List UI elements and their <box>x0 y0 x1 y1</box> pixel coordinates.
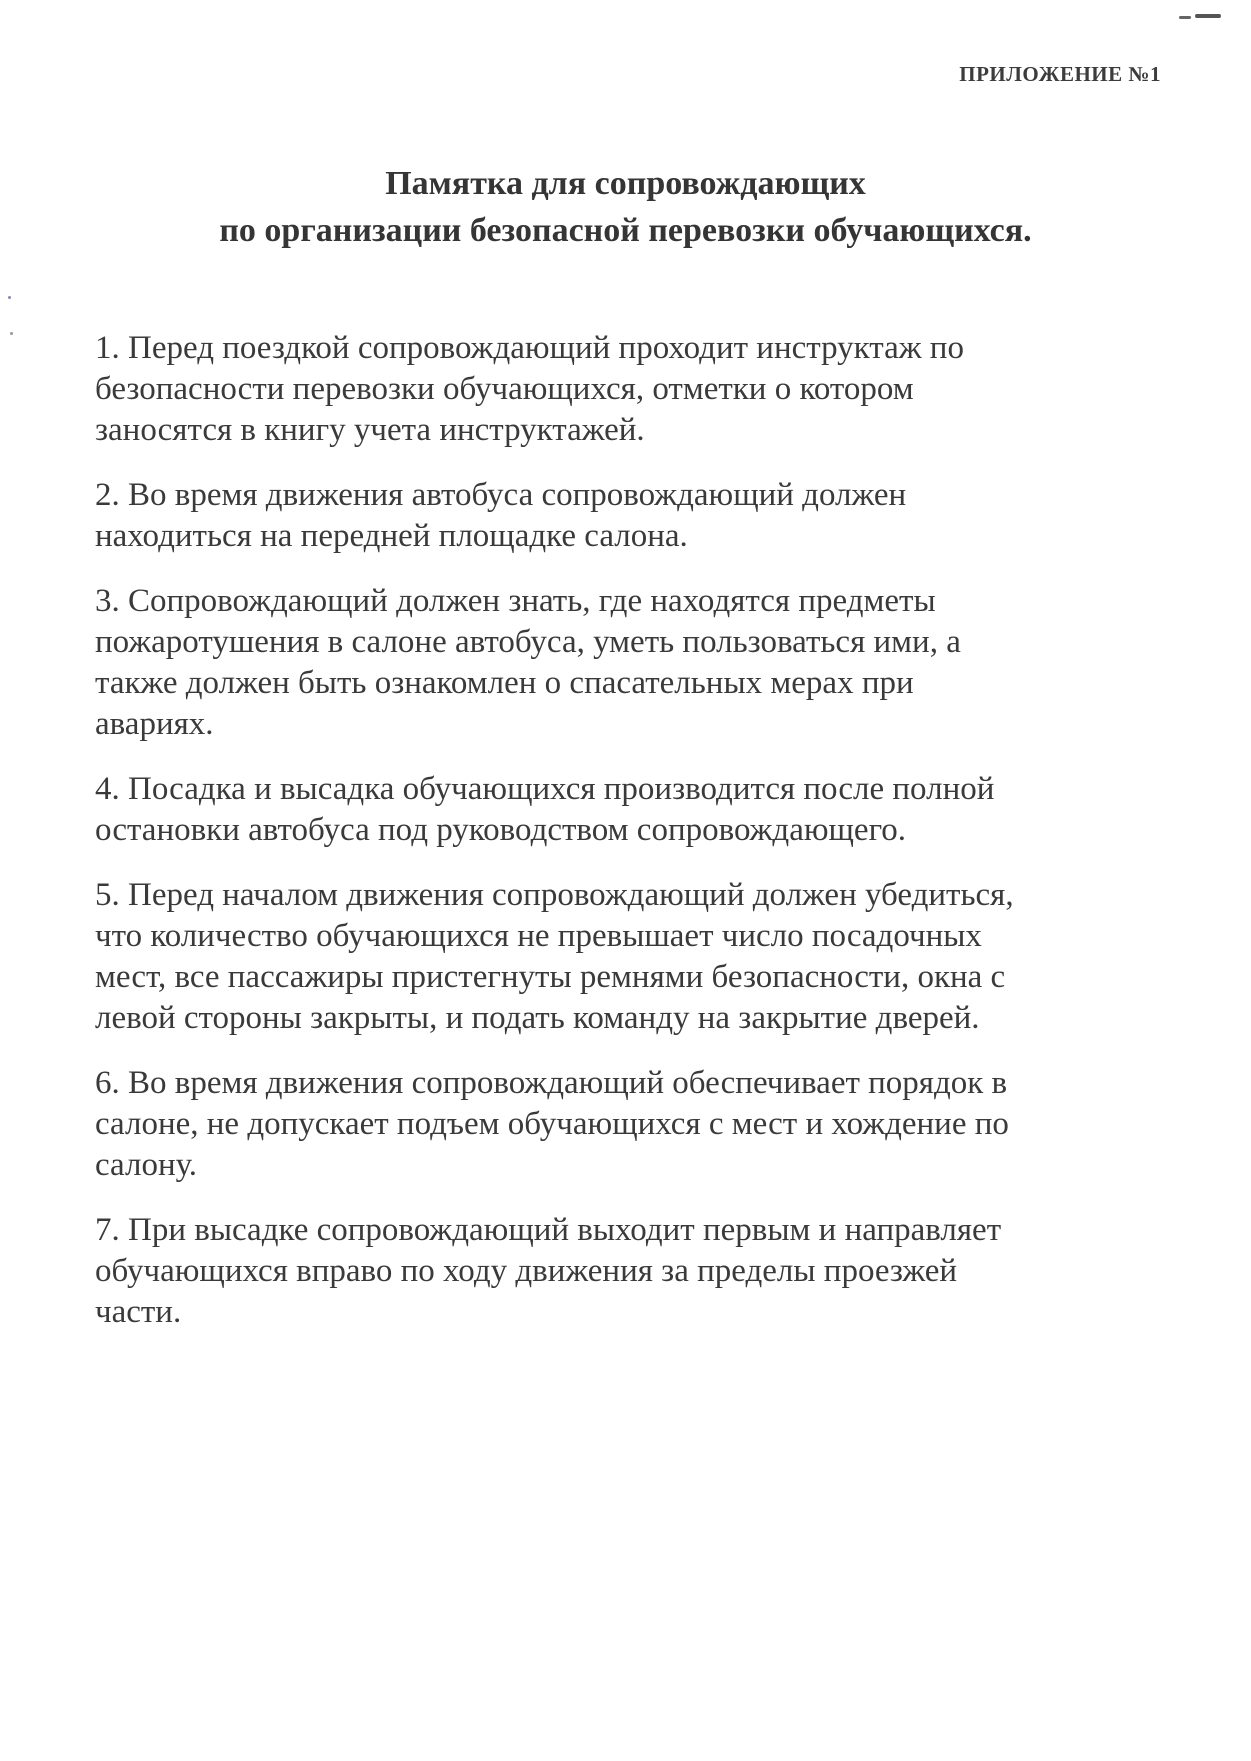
title-line-2: по организации безопасной перевозки обучающихся. <box>219 212 1032 249</box>
scan-speck <box>8 296 11 299</box>
annex-label: ПРИЛОЖЕНИЕ №1 <box>959 62 1161 86</box>
item-line: 5. Перед началом движения сопровождающий должен убедиться, <box>95 877 1014 913</box>
document-title <box>0 160 1251 254</box>
instruction-item-3 <box>95 581 1155 745</box>
item-line: что количество обучающихся не превышает число посадочных <box>95 918 982 954</box>
instruction-item-4 <box>95 769 1155 851</box>
item-line: авариях. <box>95 706 214 742</box>
item-line: 3. Сопровождающий должен знать, где находятся предметы <box>95 583 936 619</box>
scan-speck <box>10 332 13 335</box>
item-line: остановки автобуса под руководством сопровождающего. <box>95 812 907 848</box>
item-line: салону. <box>95 1147 198 1183</box>
instruction-item-5 <box>95 875 1155 1039</box>
item-line: части. <box>95 1294 182 1330</box>
item-line: левой стороны закрыты, и подать команду на закрытие дверей. <box>95 1000 980 1036</box>
item-line: обучающихся вправо по ходу движения за пределы проезжей <box>95 1253 958 1289</box>
instruction-list <box>95 328 1155 1357</box>
item-line: салоне, не допускает подъем обучающихся с мест и хождение по <box>95 1106 1009 1142</box>
item-line: 6. Во время движения сопровождающий обеспечивает порядок в <box>95 1065 1008 1101</box>
item-line: безопасности перевозки обучающихся, отметки о котором <box>95 371 914 407</box>
instruction-item-1 <box>95 328 1155 451</box>
title-line-1: Памятка для сопровождающих <box>385 165 866 202</box>
instruction-item-2 <box>95 475 1155 557</box>
item-line: мест, все пассажиры пристегнуты ремнями безопасности, окна с <box>95 959 1006 995</box>
item-line: находиться на передней площадке салона. <box>95 518 688 554</box>
item-line: 1. Перед поездкой сопровождающий проходит инструктаж по <box>95 330 964 366</box>
item-line: 4. Посадка и высадка обучающихся производится после полной <box>95 771 995 807</box>
scan-mark <box>1179 16 1191 19</box>
item-line: 7. При высадке сопровождающий выходит первым и направляет <box>95 1212 1002 1248</box>
item-line: пожаротушения в салоне автобуса, уметь пользоваться ими, а <box>95 624 961 660</box>
item-line: 2. Во время движения автобуса сопровождающий должен <box>95 477 907 513</box>
instruction-item-7 <box>95 1210 1155 1333</box>
item-line: заносятся в книгу учета инструктажей. <box>95 412 645 448</box>
item-line: также должен быть ознакомлен о спасательных мерах при <box>95 665 914 701</box>
scan-mark <box>1195 14 1221 18</box>
instruction-item-6 <box>95 1063 1155 1186</box>
